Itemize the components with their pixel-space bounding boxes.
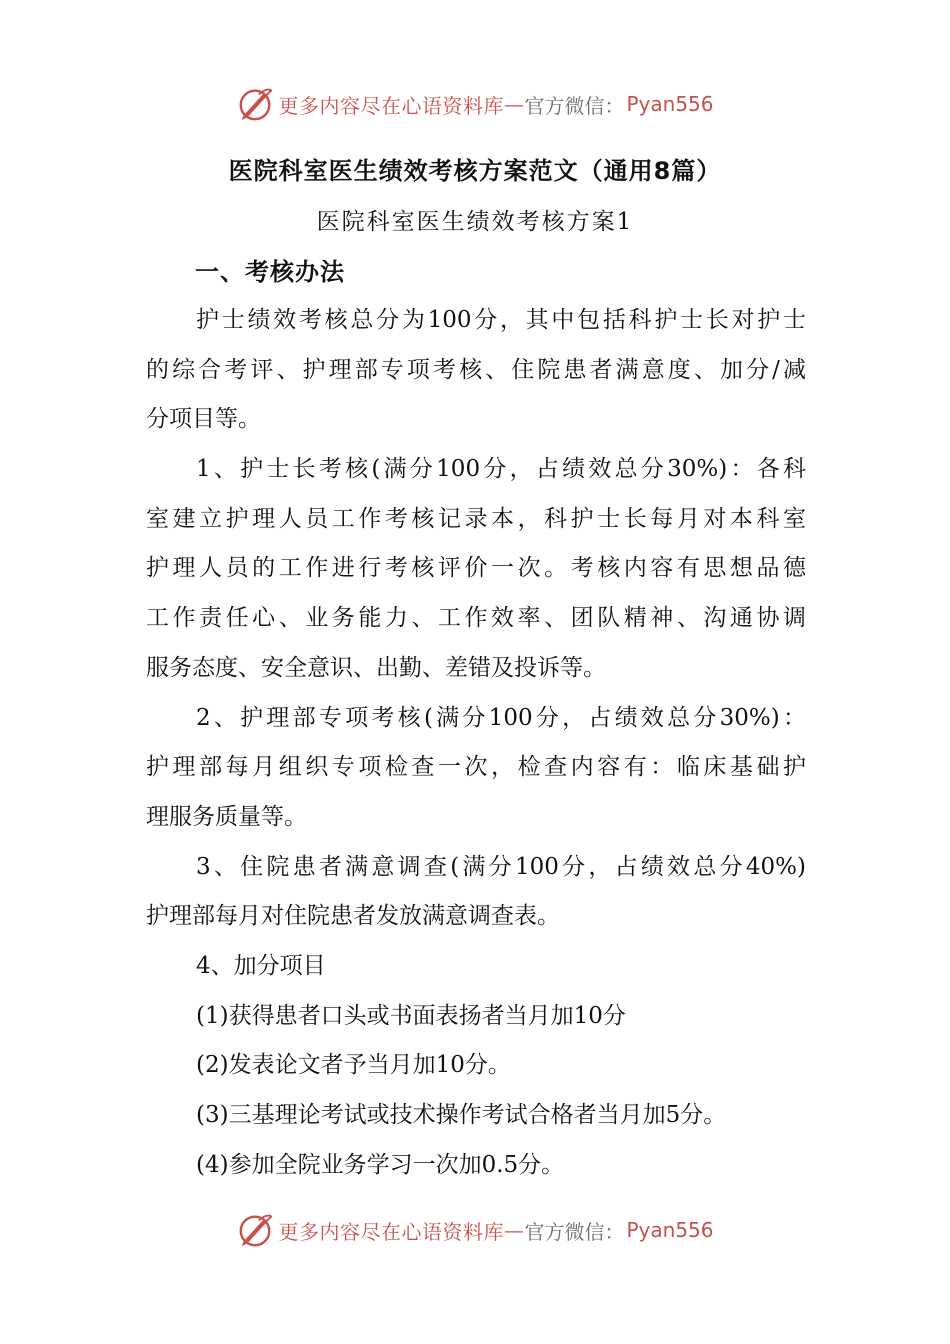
paragraph-line: 1、护士长考核(满分100分，占绩效总分30%)：各科 xyxy=(196,456,806,483)
banner-text: 更多内容尽在心语资料库 xyxy=(278,93,504,118)
footer-watermark-banner xyxy=(0,1208,950,1252)
document-subtitle: 医院科室医生绩效考核方案1 xyxy=(316,209,634,235)
banner-wechat-id: Pyan556 xyxy=(626,92,714,116)
paragraph-line: 护理部每月组织专项检查一次，检查内容有：临床基础护 xyxy=(146,754,806,781)
paragraph-line: 护士绩效考核总分为100分，其中包括科护士长对护士 xyxy=(196,307,806,333)
list-item: (3)三基理论考试或技术操作考试合格者当月加5分。 xyxy=(196,1102,727,1128)
paragraph-line: 护理部每月对住院患者发放满意调查表。 xyxy=(146,903,560,930)
header-watermark-banner xyxy=(0,82,950,126)
banner-wechat-id: Pyan556 xyxy=(626,1218,714,1242)
banner-official-label: 官方微信： xyxy=(524,1219,625,1244)
list-item: (2)发表论文者予当月加10分。 xyxy=(196,1052,511,1079)
list-item: (1)获得患者口头或书面表扬者当月加10分 xyxy=(196,1002,626,1029)
list-item: (4)参加全院业务学习一次加0.5分。 xyxy=(196,1151,565,1178)
paragraph-line: 服务态度、安全意识、出勤、差错及投诉等。 xyxy=(146,654,606,681)
section-heading: 一、考核办法 xyxy=(195,258,345,286)
paragraph-line: 的综合考评、护理部专项考核、住院患者满意度、加分/减 xyxy=(146,356,806,383)
paragraph-line: 护理人员的工作进行考核评价一次。考核内容有思想品德 xyxy=(146,555,806,582)
banner-text: 更多内容尽在心语资料库 xyxy=(278,1219,504,1244)
banner-dash: — xyxy=(503,1218,525,1242)
document-title: 医院科室医生绩效考核方案范文（通用8篇） xyxy=(228,157,722,185)
paragraph-line: 理服务质量等。 xyxy=(146,803,307,830)
banner-dash: — xyxy=(503,92,525,116)
paragraph-line: 分项目等。 xyxy=(146,406,261,433)
paragraph-line: 工作责任心、业务能力、工作效率、团队精神、沟通协调 xyxy=(146,605,806,632)
paragraph-line: 4、加分项目 xyxy=(196,952,326,979)
paragraph-line: 2、护理部专项考核(满分100分，占绩效总分30%)： xyxy=(196,704,806,731)
quill-pen-logo-icon xyxy=(236,1211,274,1249)
paragraph-line: 3、住院患者满意调查(满分100分，占绩效总分40%) xyxy=(196,853,806,880)
document-body xyxy=(146,296,806,1190)
banner-official-label: 官方微信： xyxy=(524,93,625,118)
paragraph-line: 室建立护理人员工作考核记录本，科护士长每月对本科室 xyxy=(146,505,806,532)
quill-pen-logo-icon xyxy=(236,85,274,123)
